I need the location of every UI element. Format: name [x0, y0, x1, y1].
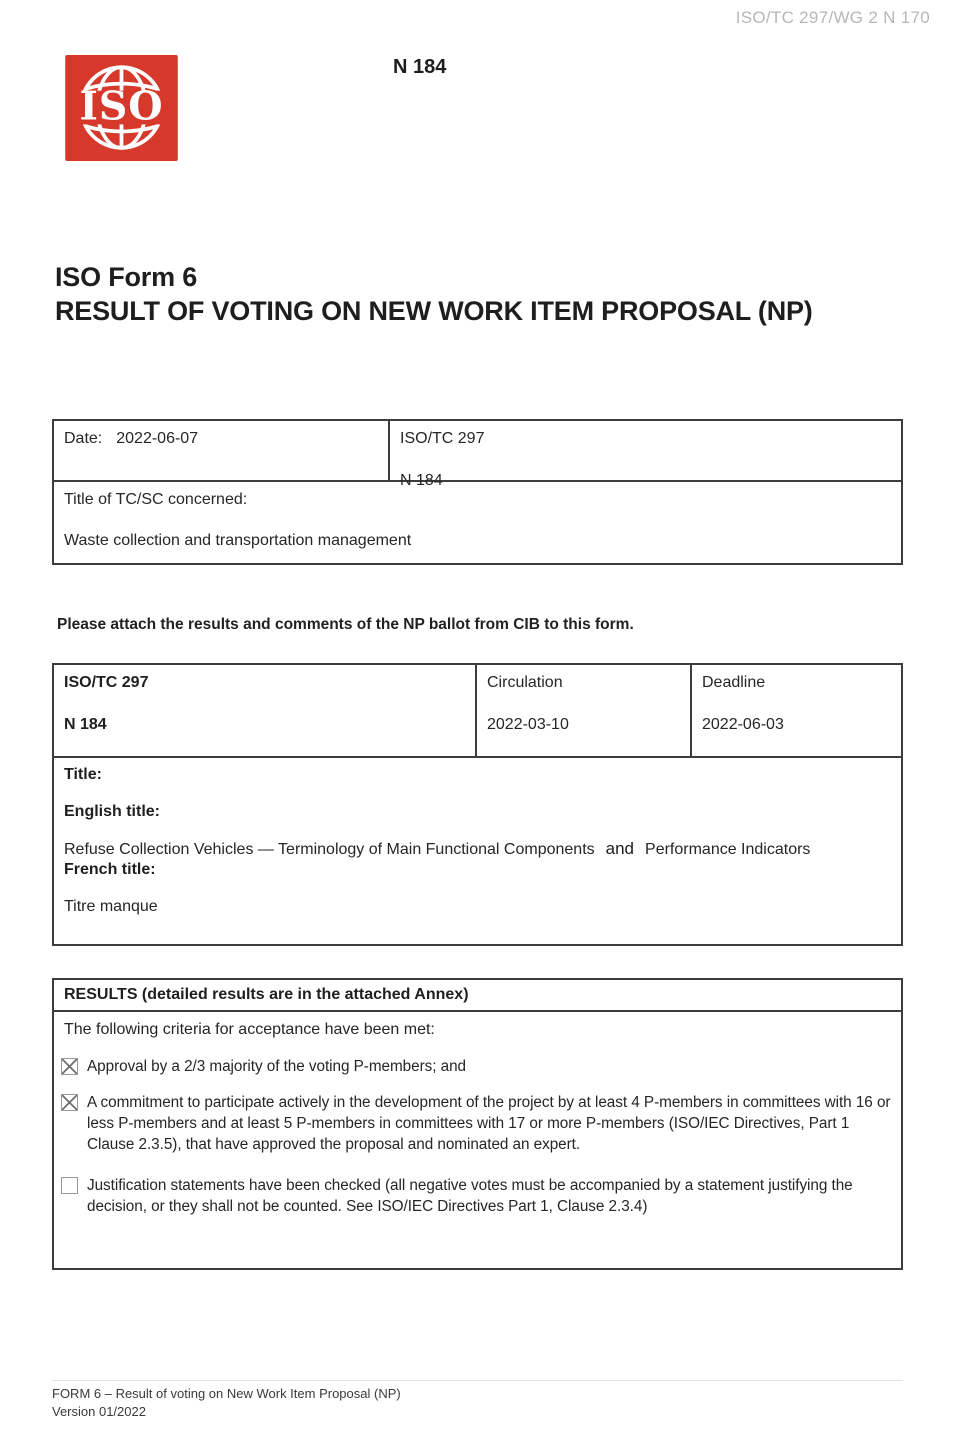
- results-table: [52, 978, 903, 1270]
- attach-note: Please attach the results and comments of the NP ballot from CIB to this form.: [57, 616, 634, 633]
- criterion-checkbox[interactable]: [61, 1058, 78, 1075]
- footer-form-name: FORM 6 – Result of voting on New Work Item Proposal (NP): [52, 1386, 401, 1401]
- tc-title-label: Title of TC/SC concerned:: [64, 491, 248, 508]
- titles-cell: [54, 758, 901, 924]
- english-title-and: and: [605, 839, 635, 858]
- deadline-date: 2022-06-03: [702, 716, 784, 733]
- circulation-cell: [477, 665, 692, 756]
- document-number-top: N 184: [393, 56, 447, 78]
- results-body: [54, 1012, 901, 1225]
- doc-reference: ISO/TC 297/WG 2 N 170: [735, 8, 930, 27]
- criterion-row: [61, 1175, 891, 1217]
- tc-title-value: Waste collection and transportation management: [64, 532, 412, 549]
- info-table-row-top: [54, 421, 901, 489]
- english-title-value: Refuse Collection Vehicles — Terminology of Main Functional Components and Performance Indicators: [64, 839, 811, 858]
- deadline-cell: [692, 665, 901, 756]
- committee-name: ISO/TC 297: [400, 430, 485, 447]
- form-title-line1: ISO Form 6: [55, 262, 198, 292]
- criterion-row: [61, 1092, 891, 1155]
- svg-text:ISO: ISO: [79, 83, 164, 130]
- deadline-label: Deadline: [702, 674, 766, 691]
- criterion-text: Justification statements have been checked (all negative votes must be accompanied by a statement justifying the decision, or they shall not be counted. See ISO/IEC Directives Part 1, Clause 2.3.4): [87, 1177, 853, 1215]
- circulation-date: 2022-03-10: [487, 716, 569, 733]
- ballot-committee-cell: [54, 665, 477, 756]
- criterion-checkbox[interactable]: [61, 1177, 78, 1194]
- committee-cell: [390, 421, 901, 489]
- ballot-doc-number: N 184: [64, 716, 107, 733]
- results-intro: The following criteria for acceptance have been met:: [64, 1021, 435, 1038]
- ballot-table: [52, 663, 903, 946]
- criterion-text: Approval by a 2/3 majority of the voting P-members; and: [87, 1058, 467, 1075]
- criterion-checkbox[interactable]: [61, 1094, 78, 1111]
- ballot-table-row-top: [54, 665, 901, 758]
- tc-title-cell: [54, 482, 901, 559]
- criterion-text: A commitment to participate actively in the development of the project by at least 4 P-members in committees with 16 or less P-members and at least 5 P-members in committees with 17 or more P-members (ISO/IEC Directives, Part 1 Clause 2.3.5), that have approved the proposal and nominated an expert.: [87, 1094, 891, 1153]
- date-cell: [54, 421, 390, 480]
- french-title-value: Titre manque: [64, 898, 158, 915]
- english-title-label: English title:: [64, 803, 160, 820]
- iso-logo: [65, 55, 178, 161]
- globe-icon: [65, 55, 178, 161]
- criterion-row: [61, 1056, 891, 1077]
- info-table: [52, 419, 903, 565]
- title-label: Title:: [64, 766, 102, 783]
- french-title-label: French title:: [64, 861, 156, 878]
- date-label: Date:: [64, 430, 103, 447]
- circulation-label: Circulation: [487, 674, 563, 691]
- footer-version: Version 01/2022: [52, 1403, 146, 1419]
- results-header: RESULTS (detailed results are in the attached Annex): [54, 980, 901, 1012]
- form-title-line2: RESULT OF VOTING ON NEW WORK ITEM PROPOSAL (NP): [55, 296, 813, 326]
- committee-doc-number: N 184: [400, 472, 443, 489]
- page-footer: [52, 1380, 903, 1420]
- form-title: [55, 260, 813, 328]
- date-value: 2022-06-07: [116, 430, 199, 447]
- ballot-committee-name: ISO/TC 297: [64, 674, 149, 691]
